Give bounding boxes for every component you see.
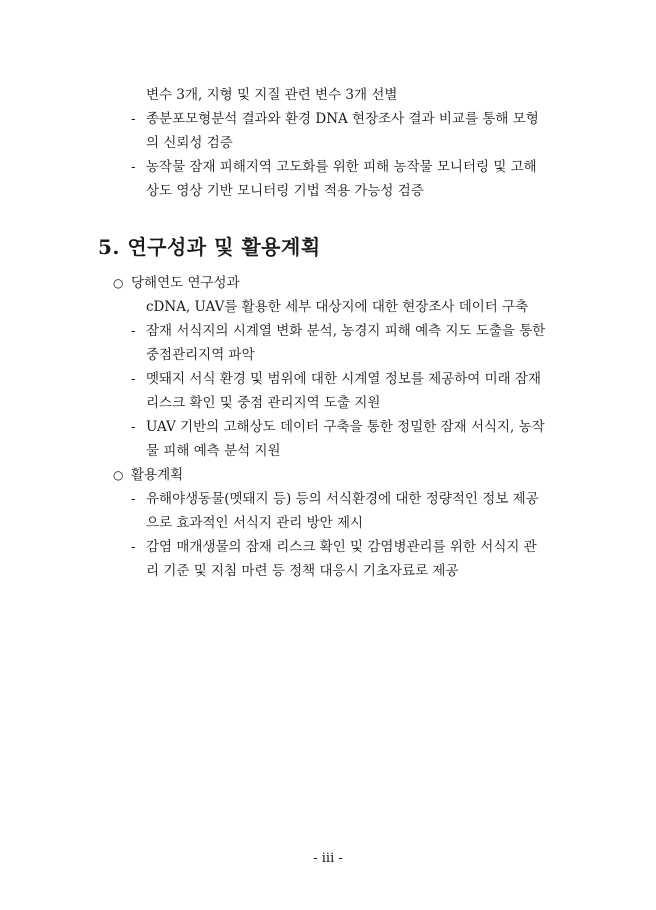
section-title: 5. 연구성과 및 활용계획 xyxy=(98,235,321,259)
list-dash: - xyxy=(131,371,136,387)
page-number: - iii - xyxy=(313,851,343,866)
list-item-line: 유해야생동물(멧돼지 등) 등의 서식환경에 대한 정량적인 정보 제공 xyxy=(146,491,539,507)
circle-bullet-icon: ○ xyxy=(113,276,124,290)
intro-line: cDNA, UAV를 활용한 세부 대상지에 대한 현장조사 데이터 구축 xyxy=(146,299,529,315)
list-item-line: 종분포모형분석 결과와 환경 DNA 현장조사 결과 비교를 통해 모형 xyxy=(146,111,539,127)
list-dash: - xyxy=(131,419,136,435)
list-item-line: 상도 영상 기반 모니터링 기법 적용 가능성 검증 xyxy=(146,183,424,199)
subsection-heading: 활용계획 xyxy=(131,467,184,483)
list-item-line: 리스크 확인 및 중점 관리지역 도출 지원 xyxy=(146,395,381,411)
list-item-line: 물 피해 예측 분석 지원 xyxy=(146,443,281,459)
list-dash: - xyxy=(131,539,136,555)
list-item-line: UAV 기반의 고해상도 데이터 구축을 통한 정밀한 잠재 서식지, 농작 xyxy=(146,419,545,435)
circle-bullet-icon: ○ xyxy=(113,468,124,482)
list-item-line: 멧돼지 서식 환경 및 범위에 대한 시계열 정보를 제공하여 미래 잠재 xyxy=(146,371,542,387)
list-item-line: 감염 매개생물의 잠재 리스크 확인 및 감염병관리를 위한 서식지 관 xyxy=(146,539,537,555)
list-dash: - xyxy=(131,111,136,127)
list-item-line: 농작물 잠재 피해지역 고도화를 위한 피해 농작물 모니터링 및 고해 xyxy=(146,159,537,175)
list-item-line: 의 신뢰성 검증 xyxy=(146,135,233,151)
continued-line: 변수 3개, 지형 및 지질 관련 변수 3개 선별 xyxy=(146,87,398,103)
list-item-line: 리 기준 및 지침 마련 등 정책 대응시 기초자료로 제공 xyxy=(146,563,459,579)
list-item-line: 중점관리지역 파악 xyxy=(146,347,255,363)
list-item-line: 잠재 서식지의 시계열 변화 분석, 농경지 피해 예측 지도 도출을 통한 xyxy=(146,323,546,339)
list-dash: - xyxy=(131,323,136,339)
subsection-heading: 당해연도 연구성과 xyxy=(131,275,240,291)
list-dash: - xyxy=(131,491,136,507)
list-item-line: 으로 효과적인 서식지 관리 방안 제시 xyxy=(146,515,364,531)
list-dash: - xyxy=(131,159,136,175)
